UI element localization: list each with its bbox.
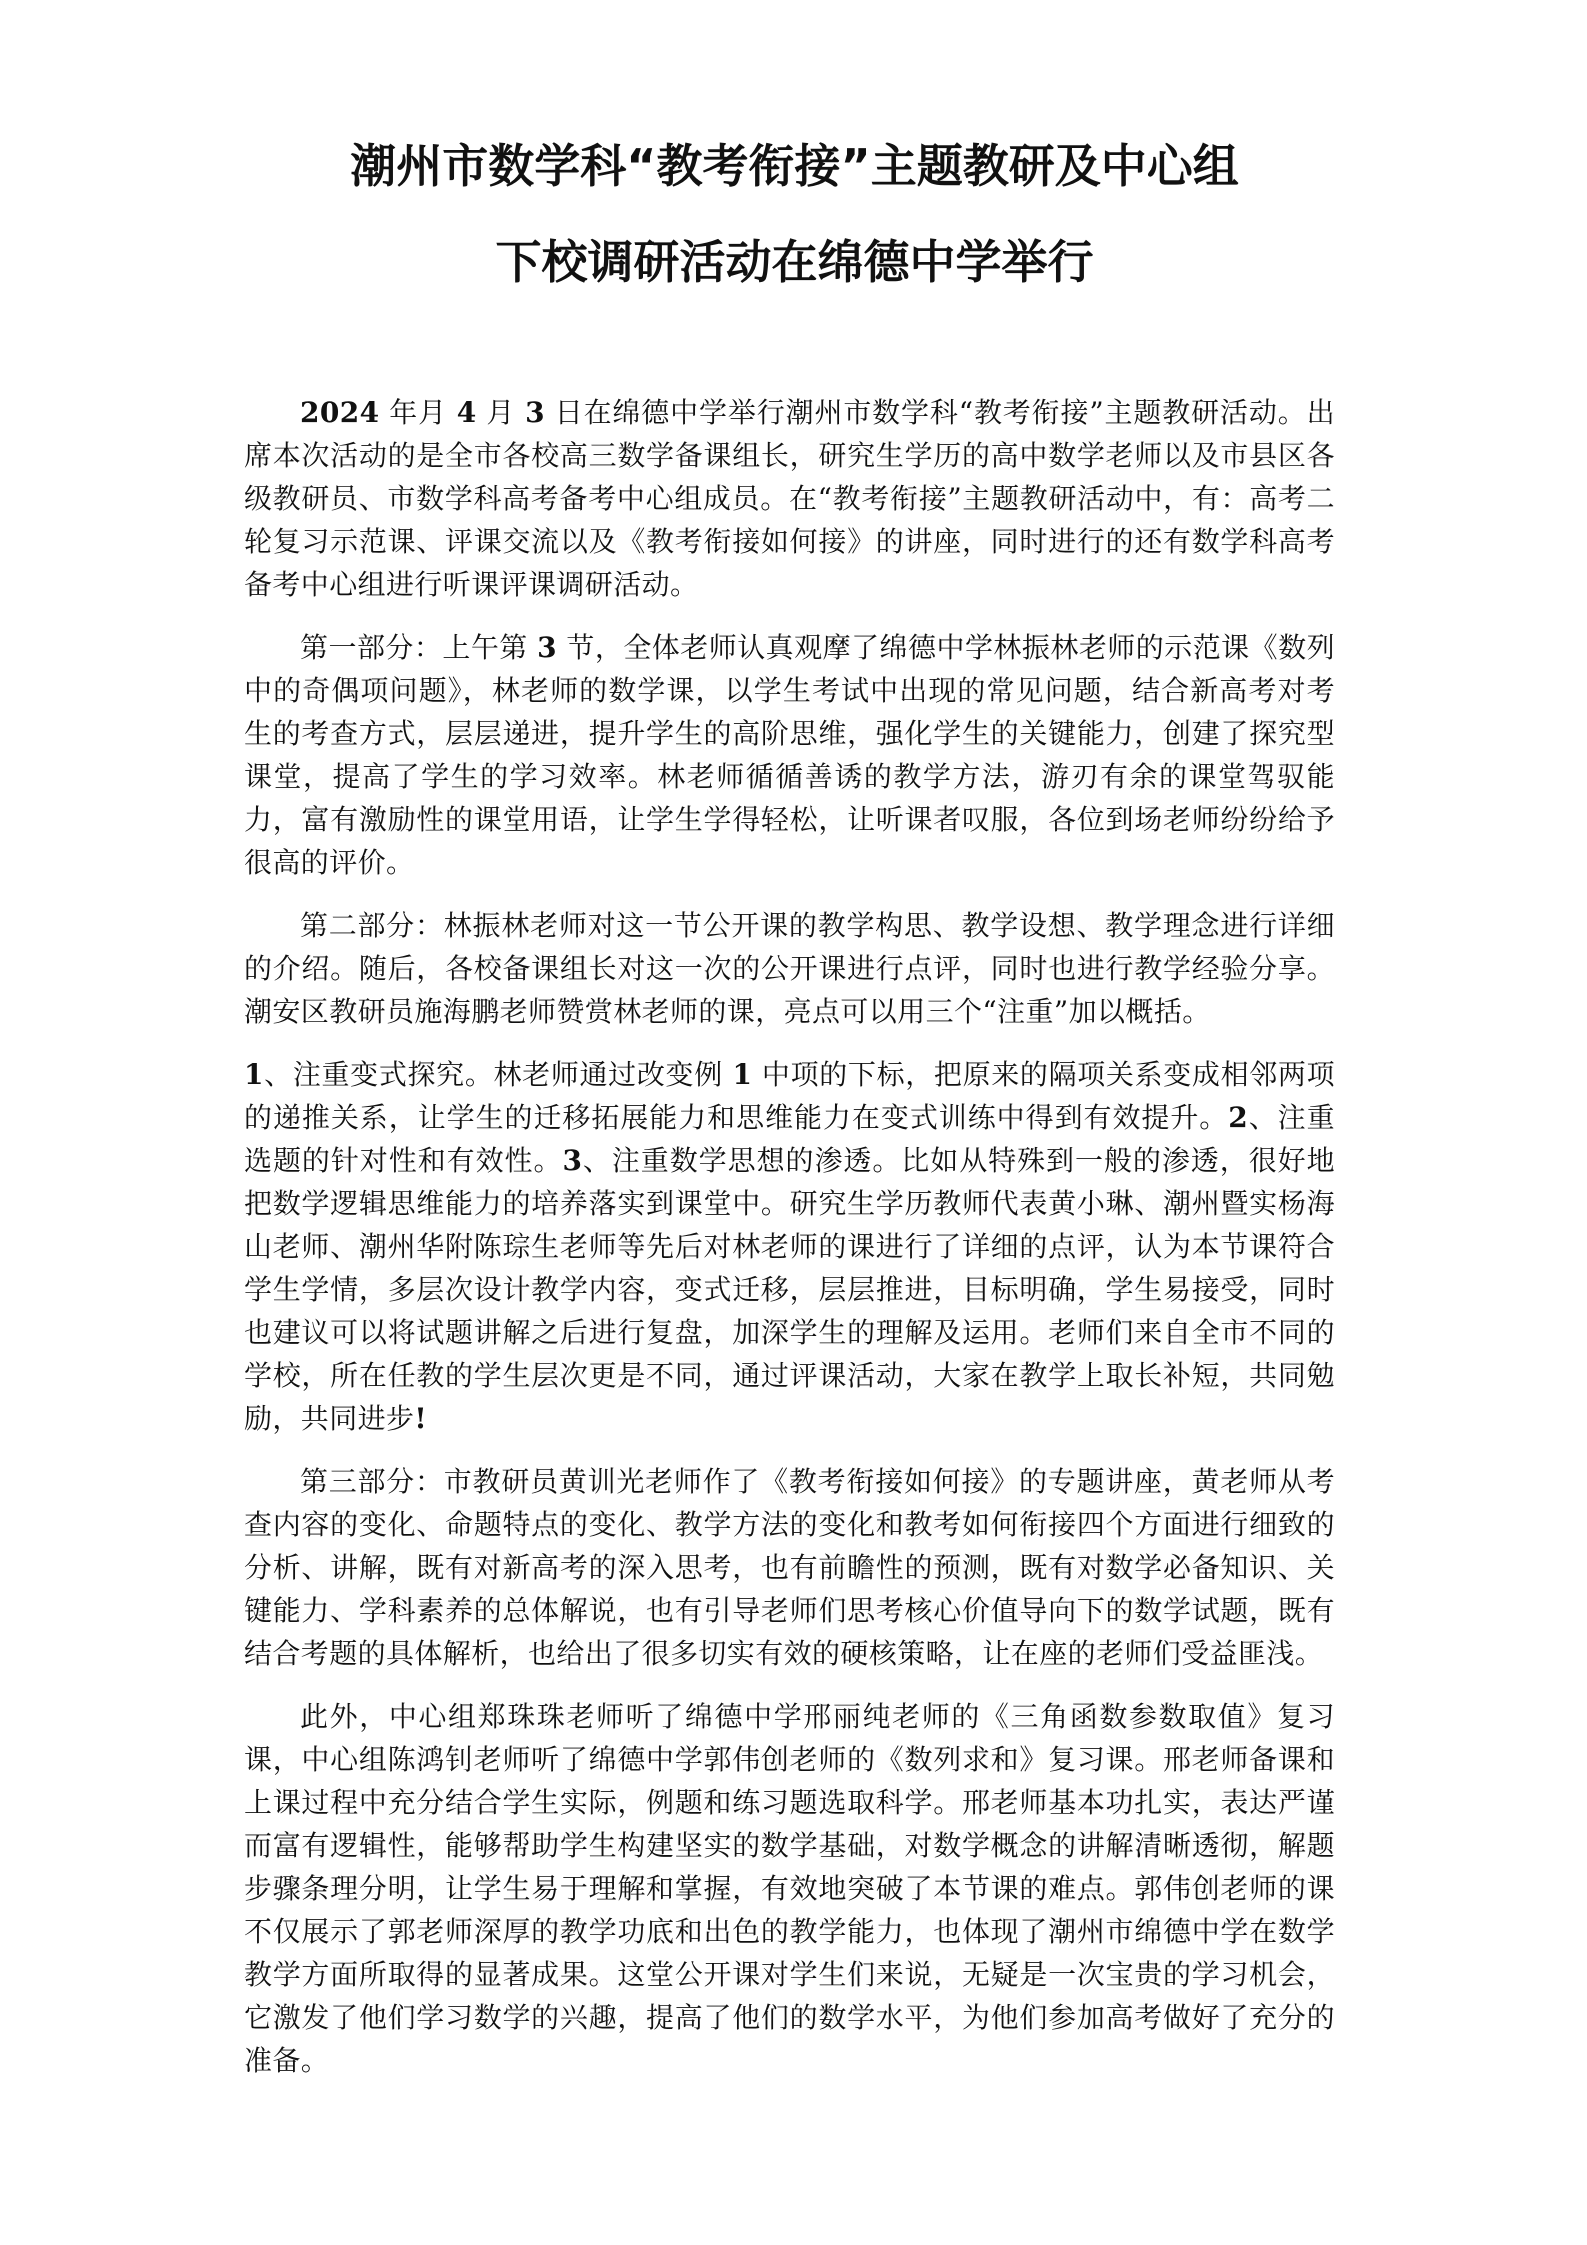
paragraph xyxy=(244,1695,1335,2082)
article-body xyxy=(244,391,1335,2082)
text-run: 3 xyxy=(537,631,558,664)
text-run: 1 xyxy=(244,1058,264,1091)
paragraph xyxy=(244,904,1335,1033)
text-run: 1 xyxy=(732,1058,753,1091)
text-run: 中项的下标，把原来的隔项关系变成相邻两项的递推关系，让学生的迁移拓展能力和思维能力在变式训练中得到有效提升。 xyxy=(244,1058,1336,1134)
text-run: 、注重选题的针对性和有效性。 xyxy=(244,1101,1336,1177)
text-run: 3 xyxy=(525,396,545,429)
text-run: 日在绵德中学举行潮州市数学科“教考衔接”主题教研活动。出席本次活动的是全市各校高三数学备课组长，研究生学历的高中数学老师以及市县区各级教研员、市数学科高考备考中心组成员。在“教考衔接”主题教研活动中，有：高考二轮复习示范课、评课交流以及《教考衔接如何接》的讲座，同时进行的还有数学科高考备考中心组进行听课评课调研活动。 xyxy=(244,396,1335,601)
title-line-1: 潮州市数学科“教考衔接”主题教研及中心组 xyxy=(350,139,1239,193)
text-run: 、注重变式探究。林老师通过改变例 xyxy=(263,1058,733,1091)
paragraph xyxy=(244,626,1335,884)
title-line-2: 下校调研活动在绵德中学举行 xyxy=(495,235,1094,289)
text-run: ! xyxy=(414,1402,428,1435)
text-run: 2 xyxy=(1228,1101,1249,1134)
text-run: 2024 xyxy=(300,396,380,429)
text-run: 月 xyxy=(476,396,526,429)
paragraph xyxy=(244,1460,1335,1675)
text-run: 此外，中心组郑珠珠老师听了绵德中学邢丽纯老师的《三角函数参数取值》复习课，中心组陈鸿钊老师听了绵德中学郭伟创老师的《数列求和》复习课。邢老师备课和上课过程中充分结合学生实际，例题和练习题选取科学。邢老师基本功扎实，表达严谨而富有逻辑性，能够帮助学生构建坚实的数学基础，对数学概念的讲解清晰透彻，解题步骤条理分明，让学生易于理解和掌握，有效地突破了本节课的难点。郭伟创老师的课不仅展示了郭老师深厚的教学功底和出色的教学能力，也体现了潮州市绵德中学在数学教学方面所取得的显著成果。这堂公开课对学生们来说，无疑是一次宝贵的学习机会，它激发了他们学习数学的兴趣，提高了他们的数学水平，为他们参加高考做好了充分的准备。 xyxy=(244,1700,1335,2077)
paragraph xyxy=(244,391,1335,606)
text-run: 4 xyxy=(456,396,477,429)
document-title xyxy=(244,0,1335,310)
text-run: 、注重数学思想的渗透。比如从特殊到一般的渗透，很好地把数学逻辑思维能力的培养落实到课堂中。研究生学历教师代表黄小琳、潮州暨实杨海山老师、潮州华附陈琮生老师等先后对林老师的课进行了详细的点评，认为本节课符合学生学情，多层次设计教学内容，变式迁移，层层推进，目标明确，学生易接受，同时也建议可以将试题讲解之后进行复盘，加深学生的理解及运用。老师们来自全市不同的学校，所在任教的学生层次更是不同，通过评课活动，大家在教学上取长补短，共同勉励，共同进步 xyxy=(244,1144,1335,1435)
text-run: 第二部分：林振林老师对这一节公开课的教学构思、教学设想、教学理念进行详细的介绍。随后，各校备课组长对这一次的公开课进行点评，同时也进行教学经验分享。潮安区教研员施海鹏老师赞赏林老师的课，亮点可以用三个“注重”加以概括。 xyxy=(244,909,1335,1028)
text-run: 第一部分：上午第 xyxy=(300,631,538,664)
text-run: 年月 xyxy=(379,396,457,429)
text-run: 节，全体老师认真观摩了绵德中学林振林老师的示范课《数列中的奇偶项问题》，林老师的数学课，以学生考试中出现的常见问题，结合新高考对考生的考查方式，层层递进，提升学生的高阶思维，强化学生的关键能力，创建了探究型课堂，提高了学生的学习效率。林老师循循善诱的教学方法，游刃有余的课堂驾驭能力，富有激励性的课堂用语，让学生学得轻松，让听课者叹服，各位到场老师纷纷给予很高的评价。 xyxy=(244,631,1335,879)
text-run: 第三部分：市教研员黄训光老师作了《教考衔接如何接》的专题讲座，黄老师从考查内容的变化、命题特点的变化、教学方法的变化和教考如何衔接四个方面进行细致的分析、讲解，既有对新高考的深入思考，也有前瞻性的预测，既有对数学必备知识、关键能力、学科素养的总体解说，也有引导老师们思考核心价值导向下的数学试题，既有结合考题的具体解析，也给出了很多切实有效的硬核策略，让在座的老师们受益匪浅。 xyxy=(244,1465,1335,1670)
paragraph xyxy=(244,1053,1335,1440)
text-run: 3 xyxy=(562,1144,583,1177)
